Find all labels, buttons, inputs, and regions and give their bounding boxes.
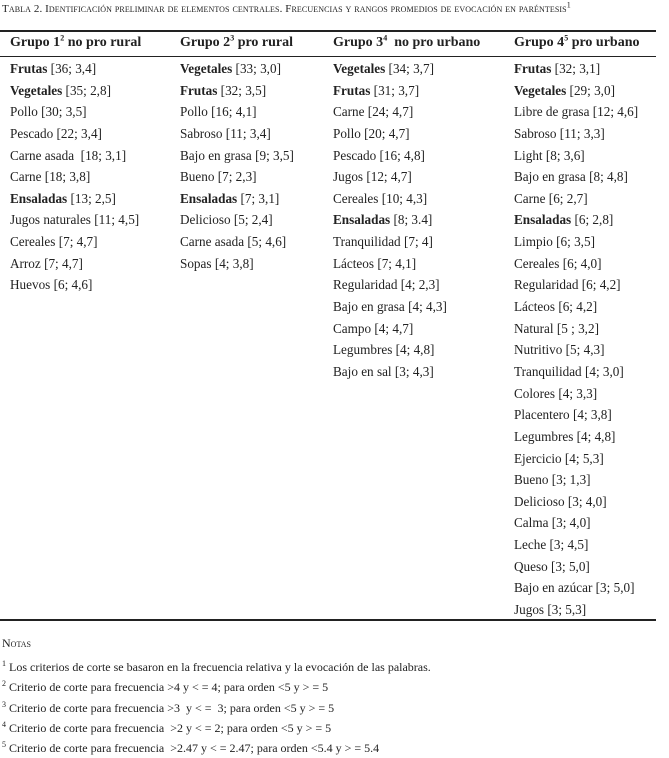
item-term: Leche xyxy=(514,537,547,553)
item-value: [6; 4,6] xyxy=(50,277,93,293)
list-item xyxy=(10,80,139,102)
item-term: Legumbres xyxy=(333,342,393,358)
item-value: [3; 4,0] xyxy=(548,515,591,531)
list-item xyxy=(333,296,447,318)
item-value: [16; 4,1] xyxy=(207,104,257,120)
item-value: [3; 4,5] xyxy=(546,537,589,553)
item-value: [4; 3,8] xyxy=(211,255,254,271)
item-value: [32; 3,1] xyxy=(551,61,601,76)
item-value: [11; 3,4] xyxy=(222,125,271,141)
note-text: Criterio de corte para frecuencia >4 y < = 4; para orden <5 y > = 5 xyxy=(6,680,329,695)
note-item xyxy=(2,677,431,697)
item-term: Vegetales xyxy=(514,82,567,98)
note-item xyxy=(2,718,431,738)
item-term: Cereales xyxy=(514,255,560,271)
list-item xyxy=(180,231,294,253)
item-value: [31; 3,7] xyxy=(370,82,420,98)
list-item xyxy=(333,274,447,296)
list-item xyxy=(514,80,638,102)
column-items xyxy=(10,58,139,296)
item-value: [3; 5,0] xyxy=(592,580,635,596)
item-value: [6; 3,5] xyxy=(552,234,595,250)
item-term: Regularidad xyxy=(514,277,579,293)
list-item xyxy=(333,253,447,275)
item-term: Delicioso xyxy=(514,493,565,509)
list-item xyxy=(514,166,638,188)
item-value: [4; 3,3] xyxy=(555,385,598,401)
list-item xyxy=(514,599,638,621)
list-item xyxy=(333,318,447,340)
item-term: Pescado xyxy=(10,125,54,141)
list-item xyxy=(10,253,139,275)
column-header: Grupo $4^5$ pro urbano xyxy=(514,33,640,50)
note-item xyxy=(2,657,431,677)
item-value: [16; 4,8] xyxy=(376,147,425,163)
notes-title: Notas xyxy=(2,636,31,650)
item-value: [5 ; 3,2] xyxy=(553,320,599,336)
list-item xyxy=(333,361,447,383)
item-value: [6; 2,7] xyxy=(545,190,588,206)
list-item xyxy=(514,253,638,275)
item-term: Sabroso xyxy=(180,125,223,141)
item-term: Jugos xyxy=(514,602,545,618)
list-item xyxy=(514,556,638,578)
list-item xyxy=(180,101,294,123)
item-value: [4; 4,8] xyxy=(573,428,616,444)
item-term: Bajo en grasa xyxy=(514,169,586,185)
item-term: Bueno xyxy=(514,472,549,488)
list-item xyxy=(333,188,447,210)
item-value: [6; 2,8] xyxy=(571,212,614,228)
item-value: [36; 3,4] xyxy=(47,61,97,76)
item-term: Pollo xyxy=(333,125,361,141)
item-term: Frutas xyxy=(333,82,371,98)
item-value: [4; 3,0] xyxy=(581,363,624,379)
column-header: Grupo $2^3$ pro rural xyxy=(180,33,294,50)
list-item xyxy=(333,231,447,253)
item-value: [10; 4,3] xyxy=(378,190,428,206)
list-item xyxy=(333,145,447,167)
table-header-rule xyxy=(0,56,656,57)
item-term: Bajo en sal xyxy=(333,363,392,379)
item-value: [12; 4,6] xyxy=(589,104,639,120)
item-value: [7; 4,1] xyxy=(374,255,417,271)
item-value: [13; 2,5] xyxy=(67,190,116,206)
list-item xyxy=(180,166,294,188)
list-item xyxy=(180,188,294,210)
list-item xyxy=(514,512,638,534)
list-item xyxy=(514,339,638,361)
item-term: Bueno xyxy=(180,169,215,185)
note-marker: 3 xyxy=(2,699,6,709)
item-value: [7; 3,1] xyxy=(237,190,280,206)
note-item xyxy=(2,738,431,758)
item-term: Ensaladas xyxy=(514,212,572,228)
list-item xyxy=(514,491,638,513)
table-caption-text: Tabla 2. Identificación preliminar de elementos centrales. Frecuencias y rangos promedios de evocación en paréntesis xyxy=(2,3,567,15)
item-value: [5; 2,4] xyxy=(230,212,273,228)
list-item xyxy=(514,534,638,556)
list-item xyxy=(514,101,638,123)
item-term: Frutas xyxy=(10,61,48,76)
item-value: [18; 3,8] xyxy=(41,169,91,185)
note-marker: 4 xyxy=(2,719,6,729)
item-value: [6; 4,0] xyxy=(559,255,602,271)
table-caption-footnote-marker: 1 xyxy=(566,0,571,10)
list-item xyxy=(10,58,139,80)
list-item xyxy=(10,101,139,123)
item-term: Colores xyxy=(514,385,556,401)
item-term: Carne asada xyxy=(180,234,245,250)
item-term: Natural xyxy=(514,320,554,336)
item-value: [6; 4,2] xyxy=(555,299,598,315)
item-term: Huevos xyxy=(10,277,51,293)
list-item xyxy=(333,101,447,123)
item-term: Lácteos xyxy=(514,299,556,315)
item-term: Cereales xyxy=(333,190,379,206)
column-header: Grupo $1^2$ no pro rural xyxy=(10,33,142,50)
item-term: Pollo xyxy=(180,104,208,120)
note-text: Criterio de corte para frecuencia >2.47 y < = 2.47; para orden <5.4 y > = 5.4 xyxy=(6,741,380,756)
item-value: [8; 3,6] xyxy=(542,147,585,163)
list-item xyxy=(514,469,638,491)
note-text: Los criterios de corte se basaron en la frecuencia relativa y la evocación de las palabras. xyxy=(6,660,431,674)
item-term: Lácteos xyxy=(333,255,375,271)
list-item xyxy=(333,209,447,231)
item-value: [29; 3,0] xyxy=(566,82,615,98)
item-term: Frutas xyxy=(180,82,218,98)
item-value: [4; 2,3] xyxy=(397,277,440,293)
item-value: [9; 3,5] xyxy=(251,147,294,163)
list-item xyxy=(10,274,139,296)
table-top-rule xyxy=(0,30,656,32)
item-value: [4; 5,3] xyxy=(561,450,604,466)
list-item xyxy=(333,339,447,361)
list-item xyxy=(10,166,139,188)
item-value: [11; 3,3] xyxy=(556,125,605,141)
item-value: [4; 4,7] xyxy=(371,320,414,336)
item-term: Bajo en grasa xyxy=(180,147,252,163)
table-notes xyxy=(2,636,431,758)
list-item xyxy=(333,166,447,188)
list-item xyxy=(514,426,638,448)
item-value: [18; 3,1] xyxy=(74,147,127,163)
item-value: [7; 4] xyxy=(400,234,433,250)
note-text: Criterio de corte para frecuencia >2 y < = 2; para orden <5 y > = 5 xyxy=(6,720,332,735)
item-term: Nutritivo xyxy=(514,342,563,358)
list-item xyxy=(514,383,638,405)
note-marker: 5 xyxy=(2,740,6,750)
column-header: Grupo $3^4$ no pro urbano xyxy=(333,33,481,50)
list-item xyxy=(514,361,638,383)
item-term: Libre de grasa xyxy=(514,104,590,120)
list-item xyxy=(180,253,294,275)
list-item xyxy=(514,404,638,426)
list-item xyxy=(514,448,638,470)
item-value: [34; 3,7] xyxy=(385,61,434,76)
list-item xyxy=(10,188,139,210)
list-item xyxy=(514,296,638,318)
item-term: Ejercicio xyxy=(514,450,562,466)
list-item xyxy=(333,123,447,145)
item-term: Carne asada xyxy=(10,147,75,163)
item-value: [4; 4,3] xyxy=(404,299,447,315)
list-item xyxy=(514,274,638,296)
item-value: [4; 4,8] xyxy=(392,342,435,358)
list-item xyxy=(333,58,447,80)
list-item xyxy=(180,145,294,167)
item-value: [7; 2,3] xyxy=(214,169,257,185)
item-value: [4; 3,8] xyxy=(569,407,612,423)
item-value: [5; 4,6] xyxy=(244,234,287,250)
item-value: [33; 3,0] xyxy=(232,61,281,76)
item-value: [7; 4,7] xyxy=(55,234,98,250)
note-marker: 2 xyxy=(2,679,6,689)
list-item xyxy=(10,145,139,167)
item-value: [20; 4,7] xyxy=(360,125,410,141)
item-value: [6; 4,2] xyxy=(578,277,621,293)
note-text: Criterio de corte para frecuencia >3 y < = 3; para orden <5 y > = 5 xyxy=(6,700,335,715)
list-item xyxy=(333,80,447,102)
item-term: Tranquilidad xyxy=(333,234,401,250)
item-term: Ensaladas xyxy=(10,190,68,206)
item-term: Placentero xyxy=(514,407,570,423)
list-item xyxy=(180,58,294,80)
item-term: Light xyxy=(514,147,543,163)
item-value: [22; 3,4] xyxy=(53,125,102,141)
item-term: Campo xyxy=(333,320,372,336)
item-term: Sopas xyxy=(180,255,212,271)
item-term: Carne xyxy=(333,104,365,120)
list-item xyxy=(514,188,638,210)
item-value: [3; 1,3] xyxy=(548,472,591,488)
item-term: Sabroso xyxy=(514,125,557,141)
item-term: Pollo xyxy=(10,104,38,120)
item-term: Regularidad xyxy=(333,277,398,293)
column-items xyxy=(180,58,294,274)
column-items xyxy=(333,58,447,383)
item-value: [8; 3.4] xyxy=(390,212,433,228)
item-value: [7; 4,7] xyxy=(40,255,83,271)
item-term: Carne xyxy=(10,169,42,185)
list-item xyxy=(514,123,638,145)
list-item xyxy=(180,123,294,145)
item-term: Jugos naturales xyxy=(10,212,91,228)
item-value: [3; 5,3] xyxy=(544,602,587,618)
item-value: [30; 3,5] xyxy=(37,104,87,120)
note-item xyxy=(2,698,431,718)
item-term: Tranquilidad xyxy=(514,363,582,379)
item-term: Frutas xyxy=(514,61,552,76)
item-term: Limpio xyxy=(514,234,553,250)
list-item xyxy=(514,209,638,231)
item-term: Vegetales xyxy=(10,82,63,98)
notes-list xyxy=(2,657,431,758)
item-value: [11; 4,5] xyxy=(90,212,140,228)
list-item xyxy=(514,577,638,599)
item-value: [24; 4,7] xyxy=(364,104,414,120)
item-term: Queso xyxy=(514,558,548,574)
list-item xyxy=(180,80,294,102)
item-term: Legumbres xyxy=(514,428,574,444)
item-value: [8; 4,8] xyxy=(585,169,628,185)
item-term: Arroz xyxy=(10,255,41,271)
item-term: Jugos xyxy=(333,169,364,185)
list-item xyxy=(514,58,638,80)
column-items xyxy=(514,58,638,621)
item-term: Vegetales xyxy=(333,61,386,76)
list-item xyxy=(180,209,294,231)
item-value: [3; 4,3] xyxy=(391,363,434,379)
list-item xyxy=(514,145,638,167)
item-value: [5; 4,3] xyxy=(562,342,605,358)
item-term: Vegetales xyxy=(180,61,233,76)
item-value: [35; 2,8] xyxy=(62,82,111,98)
item-value: [12; 4,7] xyxy=(363,169,412,185)
item-term: Carne xyxy=(514,190,546,206)
list-item xyxy=(10,123,139,145)
table-caption xyxy=(2,0,571,15)
item-value: [32; 3,5] xyxy=(217,82,267,98)
list-item xyxy=(10,209,139,231)
item-term: Pescado xyxy=(333,147,377,163)
item-term: Calma xyxy=(514,515,549,531)
item-term: Bajo en azúcar xyxy=(514,580,593,596)
list-item xyxy=(10,231,139,253)
item-term: Ensaladas xyxy=(180,190,238,206)
item-term: Delicioso xyxy=(180,212,231,228)
item-value: [3; 5,0] xyxy=(547,558,590,574)
item-term: Bajo en grasa xyxy=(333,299,405,315)
list-item xyxy=(514,231,638,253)
item-term: Cereales xyxy=(10,234,56,250)
item-value: [3; 4,0] xyxy=(564,493,607,509)
item-term: Ensaladas xyxy=(333,212,391,228)
list-item xyxy=(514,318,638,340)
note-marker: 1 xyxy=(2,659,6,668)
